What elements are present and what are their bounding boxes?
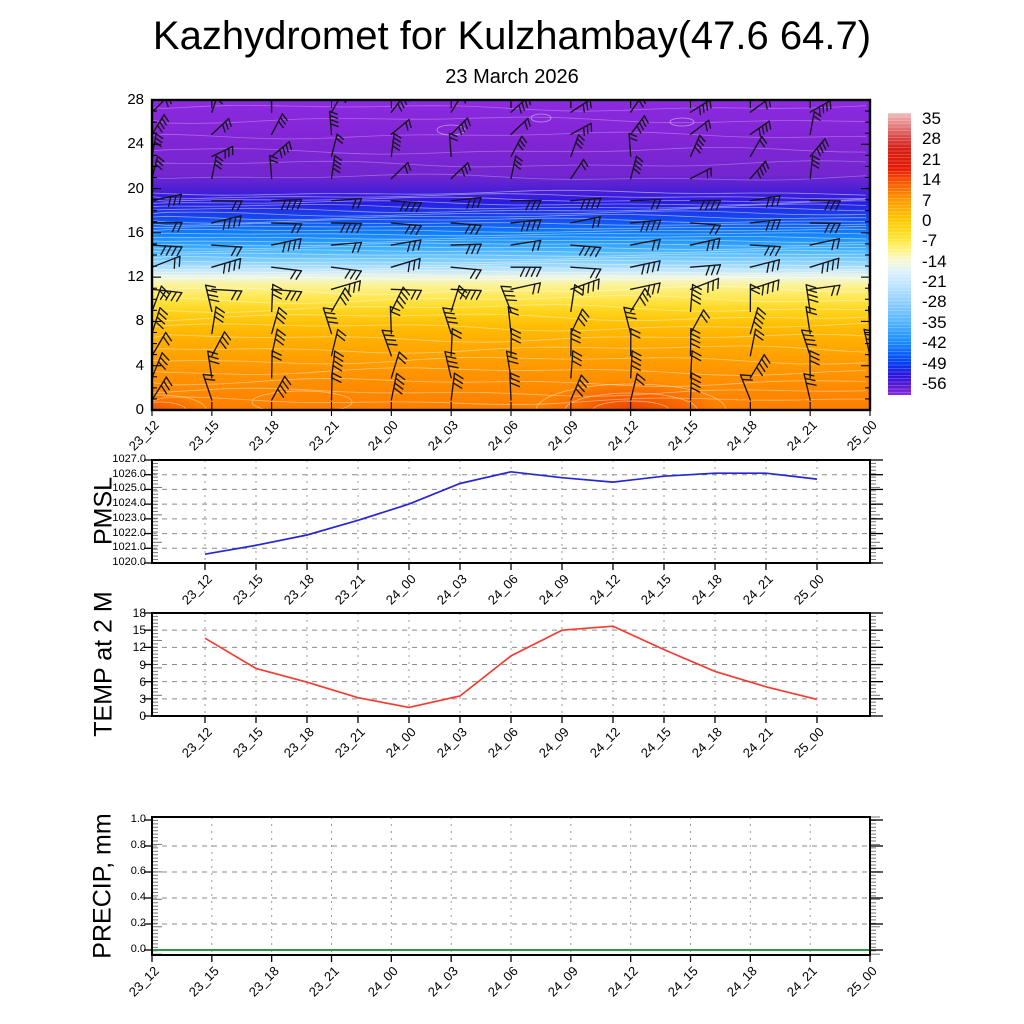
- upper-y-tick-label: 16: [127, 223, 144, 241]
- temp-x-tick-label: 24_09: [535, 724, 572, 761]
- temp-axis-title: TEMP at 2 M: [89, 591, 118, 737]
- colorbar-tick-label: 28: [922, 129, 941, 149]
- upper-x-tick-label: 23_15: [185, 417, 222, 454]
- precip-x-tick-label: 24_06: [484, 963, 521, 1000]
- white-contour-line: [152, 211, 866, 216]
- precip-plot: [152, 817, 888, 965]
- v-gridlines: [152, 817, 870, 955]
- white-contour-line: [152, 132, 866, 139]
- upper-y-tick-label: 0: [135, 401, 144, 418]
- upper-y-tick-label: 24: [127, 135, 144, 153]
- temp-y-tick-label: 0: [139, 709, 146, 723]
- precip-x-tick-label: 25_00: [843, 963, 880, 1000]
- pmsl-panel: [152, 460, 870, 563]
- page-title: Kazhydromet for Kulzhambay(47.6 64.7): [152, 14, 872, 58]
- precip-x-tick-label: 24_21: [783, 963, 821, 1000]
- colorbar-tick-label: -28: [922, 292, 947, 312]
- upper-y-tick-label: 4: [135, 356, 144, 374]
- page-date: 23 March 2026: [445, 66, 579, 88]
- temperature-colorbar: [888, 113, 911, 395]
- upper-y-tick-label: 28: [127, 91, 144, 108]
- precip-x-tick-label: 24_15: [664, 963, 701, 1000]
- white-contour-loop: [670, 118, 694, 126]
- upper-x-tick-label: 24_18: [724, 417, 761, 454]
- colorbar-tick-label: -42: [922, 333, 947, 353]
- pmsl-x-tick-label: 23_18: [280, 571, 317, 608]
- temp-y-tick-label: 15: [132, 623, 146, 638]
- pmsl-plot: [152, 460, 888, 573]
- pmsl-y-tick-label: 1024.0: [112, 497, 146, 510]
- h-gridlines: [152, 846, 870, 950]
- colorbar-tick-label: 0: [922, 210, 932, 230]
- colorbar-tick-label: 14: [922, 170, 941, 190]
- white-contour-line: [152, 201, 866, 205]
- minor-tick-rulers: [153, 817, 880, 954]
- h-gridlines: [152, 630, 870, 699]
- pmsl-x-tick-label: 24_21: [739, 571, 776, 608]
- upper-x-tick-label: 23_12: [125, 417, 162, 454]
- upper-y-tick-label: 8: [135, 312, 144, 330]
- precip-y-tick-label: 0.6: [130, 865, 146, 877]
- precip-y-tick-label: 0.0: [130, 943, 146, 955]
- white-contour-line: [152, 240, 866, 243]
- pmsl-x-tick-label: 24_06: [484, 571, 521, 608]
- white-contour-line: [152, 233, 866, 236]
- pmsl-y-tick-label: 1021.0: [112, 541, 146, 554]
- white-contour-line: [152, 247, 866, 250]
- temp-x-tick-label: 24_15: [637, 724, 674, 761]
- precip-panel: [152, 817, 870, 955]
- white-contour-loop: [531, 114, 551, 122]
- pmsl-y-tick-label: 1020.0: [112, 556, 146, 568]
- pmsl-x-tick-label: 23_21: [331, 571, 368, 608]
- temp-y-tick-label: 3: [139, 691, 146, 706]
- white-contour-line: [152, 277, 866, 280]
- pmsl-series-line: [205, 472, 817, 554]
- precip-x-tick-label: 24_18: [724, 963, 761, 1000]
- temp-x-tick-label: 24_00: [382, 724, 419, 761]
- temp-x-tick-label: 25_00: [790, 724, 827, 761]
- pmsl-x-tick-label: 24_15: [637, 571, 674, 608]
- white-contour-line: [152, 236, 866, 239]
- precip-y-tick-label: 0.2: [130, 917, 146, 929]
- colorbar-tick-label: 7: [922, 190, 932, 210]
- precip-y-tick-label: 0.8: [130, 839, 146, 851]
- pmsl-x-tick-label: 24_03: [433, 571, 470, 608]
- pmsl-y-tick-label: 1025.0: [112, 482, 146, 495]
- white-contour-line: [152, 334, 866, 342]
- precip-x-tick-label: 24_12: [604, 963, 641, 1000]
- white-contour-line: [152, 161, 866, 167]
- white-contour-line: [152, 379, 866, 387]
- white-contour-line: [152, 250, 866, 253]
- temp-x-tick-label: 24_21: [739, 724, 776, 761]
- colorbar-tick-label: -35: [922, 312, 947, 332]
- precip-y-tick-label: 1.0: [130, 813, 146, 825]
- upper-x-tick-label: 23_18: [245, 417, 282, 454]
- temp-x-tick-label: 23_15: [229, 724, 266, 761]
- temp-x-tick-label: 23_12: [178, 724, 215, 761]
- pmsl-x-tick-label: 24_12: [586, 571, 623, 608]
- pmsl-y-tick-label: 1026.0: [112, 467, 146, 480]
- v-gridlines: [205, 460, 817, 563]
- precip-y-tick-label: 0.4: [130, 891, 146, 903]
- temp-panel: [152, 613, 870, 716]
- temp-x-tick-label: 24_03: [433, 724, 470, 761]
- precip-x-tick-label: 24_00: [365, 963, 402, 1000]
- upper-y-tick-label: 12: [127, 268, 144, 286]
- upper-frame: [152, 100, 870, 410]
- pmsl-x-tick-label: 24_00: [382, 571, 419, 608]
- colorbar-stripes: [888, 113, 911, 395]
- white-contour-line: [152, 323, 866, 331]
- temp-x-tick-label: 23_18: [280, 724, 317, 761]
- major-ticks: [144, 460, 883, 570]
- colorbar-tick-label: -49: [922, 353, 947, 373]
- pmsl-x-tick-label: 24_09: [535, 571, 572, 608]
- precip-x-tick-label: 23_15: [185, 963, 222, 1000]
- temp-series-line: [205, 626, 817, 707]
- white-contour-line: [152, 147, 866, 154]
- precip-x-tick-label: 24_03: [424, 963, 462, 1000]
- temp-x-tick-label: 23_21: [331, 724, 368, 761]
- precip-x-tick-label: 23_12: [125, 963, 162, 1000]
- upper-x-tick-label: 24_00: [365, 417, 402, 454]
- colorbar-tick-label: -56: [922, 373, 947, 393]
- upper-x-tick-label: 23_21: [305, 417, 342, 454]
- temp-x-tick-label: 24_12: [586, 724, 623, 761]
- white-contour-line: [152, 267, 866, 270]
- white-contour-line: [152, 257, 866, 260]
- precip-axis-title: PRECIP, mm: [88, 813, 117, 959]
- pmsl-y-tick-label: 1022.0: [112, 526, 146, 539]
- upper-air-overlay: [152, 100, 870, 410]
- white-contour-line: [152, 388, 866, 396]
- major-ticks: [144, 820, 883, 962]
- upper-air-cross-section-panel: [152, 100, 870, 410]
- wind-barbs: [152, 89, 900, 400]
- upper-x-tick-label: 24_21: [783, 417, 821, 454]
- upper-x-tick-label: 25_00: [843, 417, 880, 454]
- white-contour-line: [152, 397, 866, 405]
- white-contour-line: [152, 223, 866, 226]
- upper-x-tick-label: 24_09: [544, 417, 581, 454]
- white-contour-line: [152, 117, 866, 123]
- pmsl-x-tick-label: 25_00: [790, 571, 827, 608]
- pmsl-y-tick-label: 1023.0: [112, 511, 146, 524]
- temp-y-tick-label: 18: [132, 606, 146, 620]
- white-contour-line: [152, 253, 866, 256]
- precip-frame: [152, 817, 870, 955]
- upper-x-tick-label: 24_15: [664, 417, 701, 454]
- temp-x-tick-label: 24_18: [688, 724, 725, 761]
- pmsl-x-tick-label: 23_12: [178, 571, 215, 608]
- precip-x-tick-label: 23_18: [245, 963, 282, 1000]
- white-contour-line: [152, 229, 866, 232]
- white-contour-line: [152, 274, 866, 277]
- colorbar-tick-label: 21: [922, 149, 941, 169]
- colorbar-tick-label: -21: [922, 272, 947, 292]
- upper-y-tick-label: 20: [127, 179, 144, 197]
- pmsl-x-tick-label: 24_18: [688, 571, 725, 608]
- precip-x-tick-label: 24_09: [544, 963, 581, 1000]
- white-contour-line: [152, 190, 866, 195]
- colorbar-tick-label: 35: [922, 109, 941, 128]
- white-contour-line: [152, 270, 866, 273]
- colorbar-tick-label: -14: [922, 251, 947, 271]
- upper-x-tick-label: 24_06: [484, 417, 521, 454]
- pmsl-y-tick-label: 1027.0: [112, 453, 146, 465]
- upper-x-tick-label: 24_12: [604, 417, 641, 454]
- colorbar-tick-label: -7: [922, 231, 938, 251]
- white-contour-line: [152, 226, 866, 229]
- pmsl-axis-title: PMSL: [89, 476, 118, 546]
- pmsl-x-tick-label: 23_15: [229, 571, 266, 608]
- temp-y-tick-label: 12: [132, 640, 146, 655]
- precip-x-tick-label: 23_21: [305, 963, 342, 1000]
- upper-x-tick-label: 24_03: [424, 417, 462, 454]
- temp-y-tick-label: 6: [139, 674, 146, 689]
- white-contour-line: [152, 260, 866, 263]
- temp-x-tick-label: 24_06: [484, 724, 521, 761]
- temp-y-tick-label: 9: [139, 657, 146, 672]
